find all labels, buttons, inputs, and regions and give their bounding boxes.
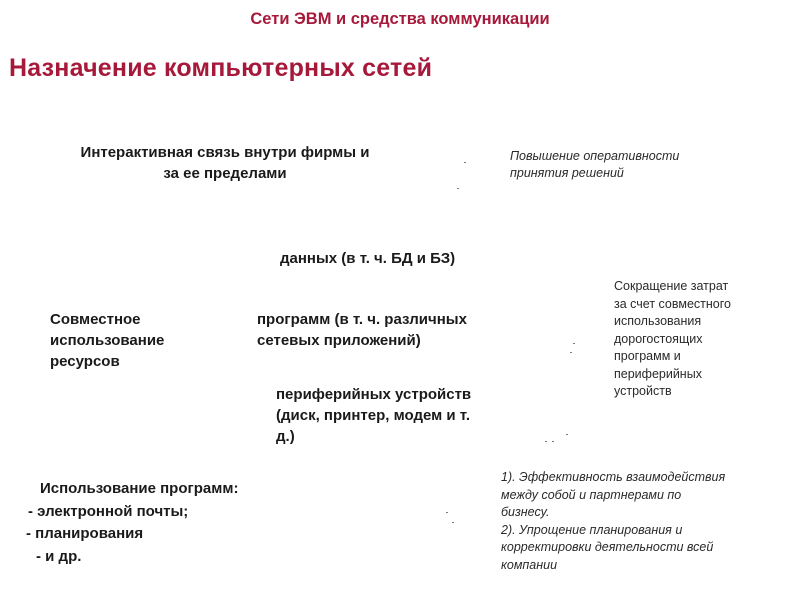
interactive-line-2: за ее пределами: [163, 165, 287, 182]
programs-line-2: сетевых приложений): [257, 332, 421, 349]
note-efficiency: [510, 148, 750, 182]
note-costs-line: периферийных: [614, 366, 702, 381]
note-costs-line: дорогостоящих: [614, 331, 703, 346]
stray-dot: [464, 162, 466, 163]
note-costs-line: программ и: [614, 349, 681, 363]
note-interaction-line: бизнесу.: [501, 505, 550, 519]
usage-item: - электронной почты;: [28, 502, 189, 520]
stray-dot: [452, 522, 454, 523]
note-costs-line: устройств: [614, 384, 672, 398]
note-costs-line: за счет совместного: [614, 296, 731, 311]
stray-dot: [446, 512, 448, 513]
stray-dot: [566, 434, 568, 435]
page-title: Назначение компьютерных сетей: [9, 54, 433, 82]
note-costs-line: использования: [614, 314, 702, 328]
stray-dot: [570, 352, 572, 353]
interactive-communication-text: [30, 142, 420, 184]
stray-dot: [552, 441, 554, 442]
usage-heading: Использование программ:: [40, 480, 239, 497]
stray-dot: [545, 441, 547, 442]
data-sharing-text: данных (в т. ч. БД и БЗ): [280, 250, 456, 267]
note-costs-line: Сокращение затрат: [614, 279, 729, 293]
shared-line-1: Совместное: [50, 311, 141, 328]
peripherals-text: [276, 384, 556, 447]
note-efficiency-line-1: Повышение оперативности: [510, 149, 680, 163]
note-interaction-line: компании: [501, 557, 558, 572]
usage-item: - и др.: [36, 547, 82, 565]
program-usage-list: [26, 478, 346, 568]
peripherals-line-3: д.): [276, 428, 295, 445]
shared-line-3: ресурсов: [50, 353, 120, 370]
peripherals-line-1: периферийных устройств: [276, 386, 472, 403]
interactive-line-1: Интерактивная связь внутри фирмы и: [80, 144, 370, 161]
note-efficiency-line-2: принятия решений: [510, 166, 624, 180]
note-costs: [614, 278, 774, 401]
stray-dot: [457, 188, 459, 189]
stray-dot: [573, 343, 575, 344]
peripherals-line-2: (диск, принтер, модем и т.: [276, 407, 470, 424]
shared-line-2: использование: [50, 332, 165, 349]
programs-line-1: программ (в т. ч. различных: [257, 311, 467, 328]
note-interaction-line: между собой и партнерами по: [501, 487, 682, 502]
note-interaction-line: корректировки деятельности всей: [501, 540, 714, 554]
shared-resources-text: [50, 309, 230, 372]
note-interaction-line: 2). Упрощение планирования и: [501, 522, 683, 537]
programs-text: [257, 309, 547, 351]
note-interaction-line: 1). Эффективность взаимодействия: [501, 470, 726, 484]
note-interaction: [501, 469, 791, 574]
header-title: Сети ЭВМ и средства коммуникации: [250, 10, 550, 28]
usage-item: - планирования: [26, 525, 144, 542]
